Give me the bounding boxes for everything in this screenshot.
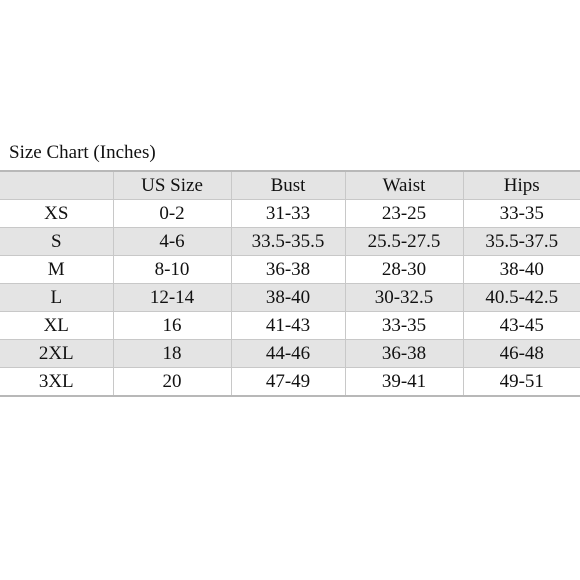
hips-cell: 35.5-37.5: [463, 228, 580, 256]
hips-cell: 43-45: [463, 312, 580, 340]
hips-cell: 33-35: [463, 200, 580, 228]
us-size-cell: 8-10: [113, 256, 231, 284]
table-row: [0, 228, 580, 256]
us-size-cell: 18: [113, 340, 231, 368]
us-size-cell: 20: [113, 368, 231, 397]
size-cell: XL: [0, 312, 113, 340]
us-size-cell: 0-2: [113, 200, 231, 228]
hips-cell: 49-51: [463, 368, 580, 397]
waist-cell: 39-41: [345, 368, 463, 397]
bust-cell: 36-38: [231, 256, 345, 284]
bust-cell: 41-43: [231, 312, 345, 340]
bust-cell: 47-49: [231, 368, 345, 397]
column-header-hips: Hips: [463, 171, 580, 200]
size-cell: XS: [0, 200, 113, 228]
size-cell: M: [0, 256, 113, 284]
bust-cell: 31-33: [231, 200, 345, 228]
us-size-cell: 4-6: [113, 228, 231, 256]
size-cell: L: [0, 284, 113, 312]
hips-cell: 46-48: [463, 340, 580, 368]
bust-cell: 33.5-35.5: [231, 228, 345, 256]
table-row: [0, 368, 580, 397]
hips-cell: 40.5-42.5: [463, 284, 580, 312]
table-row: [0, 256, 580, 284]
table-row: [0, 284, 580, 312]
bust-cell: 38-40: [231, 284, 345, 312]
waist-cell: 33-35: [345, 312, 463, 340]
bust-cell: 44-46: [231, 340, 345, 368]
us-size-cell: 16: [113, 312, 231, 340]
waist-cell: 25.5-27.5: [345, 228, 463, 256]
size-chart-caption: Size Chart (Inches): [9, 142, 156, 163]
size-table: [0, 170, 580, 397]
waist-cell: 23-25: [345, 200, 463, 228]
size-cell: 3XL: [0, 368, 113, 397]
waist-cell: 30-32.5: [345, 284, 463, 312]
hips-cell: 38-40: [463, 256, 580, 284]
us-size-cell: 12-14: [113, 284, 231, 312]
table-header-row: [0, 171, 580, 200]
waist-cell: 36-38: [345, 340, 463, 368]
size-cell: S: [0, 228, 113, 256]
column-header-waist: Waist: [345, 171, 463, 200]
table-row: [0, 340, 580, 368]
column-header-bust: Bust: [231, 171, 345, 200]
table-row: [0, 312, 580, 340]
size-cell: 2XL: [0, 340, 113, 368]
column-header-size: [0, 171, 113, 200]
table-row: [0, 200, 580, 228]
column-header-us-size: US Size: [113, 171, 231, 200]
waist-cell: 28-30: [345, 256, 463, 284]
